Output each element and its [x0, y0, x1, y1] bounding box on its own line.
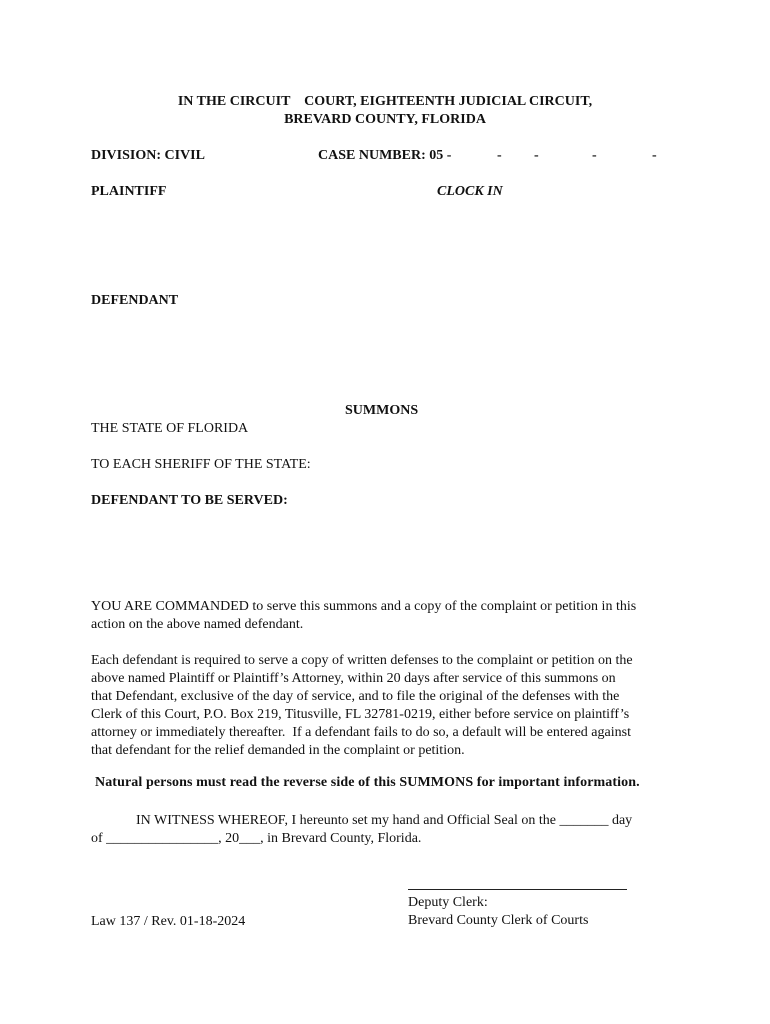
command-line: action on the above named defendant. — [91, 617, 304, 632]
state-of-florida: THE STATE OF FLORIDA — [91, 421, 249, 436]
form-revision-id: Law 137 / Rev. 01-18-2024 — [91, 914, 246, 929]
command-paragraph — [91, 598, 691, 634]
case-number-dash-2: - — [534, 148, 539, 163]
court-header-line-1: IN THE CIRCUIT COURT, EIGHTEENTH JUDICIAL CIRCUIT, — [177, 94, 593, 109]
summons-title: SUMMONS — [345, 403, 419, 418]
defendant-label: DEFENDANT — [91, 293, 179, 308]
defenses-line: attorney or immediately thereafter. If a defendant fails to do so, a default will be entered against — [91, 725, 631, 740]
plaintiff-label: PLAINTIFF — [91, 184, 167, 199]
witness-line: IN WITNESS WHEREOF, I hereunto set my hand and Official Seal on the _______ day — [136, 813, 633, 828]
defenses-line: that defendant for the relief demanded in the complaint or petition. — [91, 743, 465, 758]
command-line: YOU ARE COMMANDED to serve this summons and a copy of the complaint or petition in this — [91, 599, 637, 614]
case-number-label: CASE NUMBER: 05 - — [318, 148, 452, 163]
court-header-line-2: BREVARD COUNTY, FLORIDA — [284, 112, 486, 127]
deputy-clerk-label: Deputy Clerk: — [408, 895, 488, 910]
signature-line — [408, 889, 627, 890]
to-sheriff-line: TO EACH SHERIFF OF THE STATE: — [91, 457, 311, 472]
case-number-dash-1: - — [497, 148, 502, 163]
witness-line: of ________________, 20___, in Brevard County, Florida. — [91, 831, 422, 846]
case-number-dash-3: - — [592, 148, 597, 163]
defenses-line: above named Plaintiff or Plaintiff’s Attorney, within 20 days after service of this summons on — [91, 671, 616, 686]
witness-paragraph — [91, 812, 691, 848]
defenses-line: Each defendant is required to serve a copy of written defenses to the complaint or petition on the — [91, 653, 633, 668]
defenses-line: Clerk of this Court, P.O. Box 219, Titusville, FL 32781-0219, either before service on plaintiff’s — [91, 707, 630, 722]
natural-persons-notice: Natural persons must read the reverse side of this SUMMONS for important information. — [95, 775, 640, 790]
division-label: DIVISION: CIVIL — [91, 148, 205, 163]
clerk-of-courts-label: Brevard County Clerk of Courts — [408, 913, 589, 928]
clock-in-label: CLOCK IN — [437, 184, 503, 199]
defenses-paragraph — [91, 652, 691, 760]
case-number-dash-4: - — [652, 148, 657, 163]
defendant-to-be-served-label: DEFENDANT TO BE SERVED: — [91, 493, 288, 508]
defenses-line: that Defendant, exclusive of the day of service, and to file the original of the defenses with the — [91, 689, 620, 704]
